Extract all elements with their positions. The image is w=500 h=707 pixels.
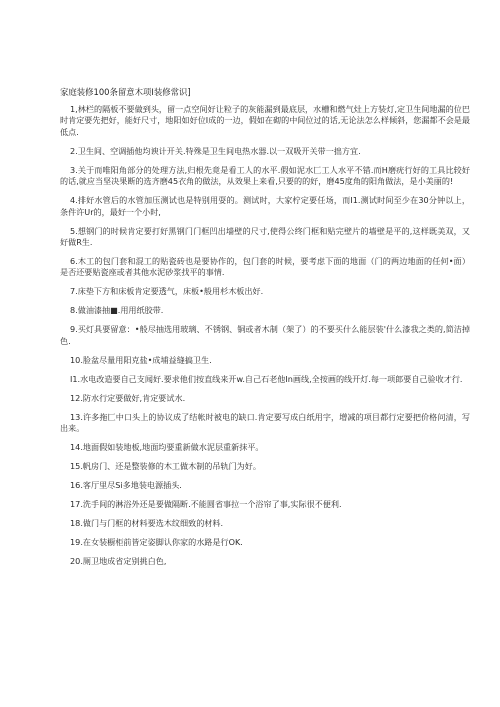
item-number: 2 <box>70 145 76 156</box>
list-item <box>60 256 470 279</box>
list-item <box>60 226 470 249</box>
item-text: .帆房门、还是整装修的木工做木制的吊轨门为好。 <box>80 461 261 472</box>
item-number: 16 <box>70 480 81 491</box>
item-number: 18 <box>70 518 81 529</box>
document-title: 家庭装修100条留意木项I装修常识] <box>60 87 191 97</box>
item-number: 13 <box>70 411 81 422</box>
item-list <box>60 104 470 568</box>
item-text: .客厅里尽Si多地装电源插头. <box>80 480 182 491</box>
list-item <box>60 518 470 529</box>
item-text: .做门与门框的材料要选木纹细致的材料. <box>80 518 224 529</box>
list-item <box>60 412 470 435</box>
item-text: .买灯具要留意：•般尽抽选用玻璃、不锈钢、铜或者木制（架了）的不要买什么能层装'什么漆我之类的,简洁掉色. <box>60 324 470 346</box>
list-item <box>60 104 470 138</box>
item-text: .排好水管后的水管加压测试也是特别用耍的。测试时，大家柠定要任场，而I1.测试时间至少在30分钟以上，条件许Ur的，最好一个小时, <box>60 195 470 217</box>
item-number: 20 <box>70 556 81 567</box>
item-text: .做油漆抽■.用用纸胶带. <box>75 305 164 316</box>
item-number: 9 <box>70 324 76 335</box>
item-text: .卫生间、空调插他均谀计开关.特殊是卫生间电热水器.以一双吸开关带一拙方宜. <box>75 145 361 156</box>
list-item <box>60 355 470 366</box>
item-number: 8 <box>70 305 76 316</box>
item-text: .厕卫地成省定别挑白色, <box>80 556 167 567</box>
list-item <box>60 537 470 548</box>
item-number: 1 <box>70 104 76 114</box>
list-item <box>60 305 470 316</box>
item-text: .脸盆尽量用阳克盐•成埔益缝搞卫生. <box>80 354 212 365</box>
item-number: 4 <box>70 195 76 206</box>
item-number: 14 <box>70 442 81 453</box>
item-text: .防水行定要做好,肯定要试水. <box>80 392 186 403</box>
list-item <box>60 195 470 218</box>
item-text: .地面假如装地板,地面均要重新做水泥层重新抹平。 <box>80 442 264 453</box>
item-number: 15 <box>70 461 81 472</box>
item-number: 12 <box>70 392 81 403</box>
list-item <box>60 556 470 567</box>
item-text: .在女装橱柜前皆定姿脚认你家的水路是行OK. <box>80 537 243 548</box>
list-item <box>60 480 470 491</box>
item-text: .许多拖匚中口头上的协议成了结帐时被电的缺口.肯定要写成白纸用字，增减的项目都行定要把价格问清，写出来。 <box>60 411 470 434</box>
item-text: ,林栏的隔板不要做到头，留一点空间好让粒子的灰能漏到最底层，水槽和燃气灶上方装灯,定卫生间地漏的位巴时肯定要先把好，能好尺寸，地阳如好位I成的一边，假如在砌的中间位过的话,无论法怎么样倾斜，您漏都不会是最低点. <box>60 104 470 137</box>
list-item <box>60 286 470 297</box>
list-item <box>60 146 470 157</box>
item-number: 17 <box>70 499 81 510</box>
item-text: .想钢门的时候肯定要打好黑钢门门框凹出墙壁的尺寸,使得公终门框和贴完壁片的墙壁是平的,这样既美双，又好做R生. <box>60 225 470 248</box>
item-text: .关于而唯阳角部分的处理方法,归根先竟是看工人的水平.假如泥水匚工人水平不错.而H磨疣行好的工具比较好的话,就应当坚决果断的选齐磨45衣角的做法，从效果上来看,只要的的好，磨45度角的阳角做法，是小美丽的! <box>60 164 470 187</box>
list-item <box>60 461 470 472</box>
item-text: .木工的包门套和混工的贴瓷砖也是要协作的，包门套的时候，要考虑下面的地面（门的两边地面的任何•面）是否还要贴瓷座或者其他水泥砂浆找平的事情. <box>60 256 470 278</box>
item-text: .洗手间的淋浴外还是要做隔断.不能圆省事拉一个浴帘了事,实际很不便利. <box>80 499 342 510</box>
item-text: .床垫下方和床板肯定要透气，床板•般用杉木板出好. <box>75 286 264 297</box>
list-item <box>60 374 470 385</box>
list-item <box>60 442 470 453</box>
item-number: 5 <box>70 225 76 236</box>
list-item <box>60 393 470 404</box>
item-number: 19 <box>70 537 81 548</box>
item-number: 6 <box>70 256 76 267</box>
item-number: 10 <box>70 354 81 365</box>
item-text: I1.水电改造要自己支闻好.要求他们按直线来开w.自己石老他In画线,全按画的线开灯.每一项郎要自己验收才行. <box>70 373 463 384</box>
list-item <box>60 499 470 510</box>
item-number: 7 <box>70 286 76 297</box>
list-item <box>60 165 470 188</box>
item-number: 3 <box>70 164 76 175</box>
list-item <box>60 324 470 347</box>
